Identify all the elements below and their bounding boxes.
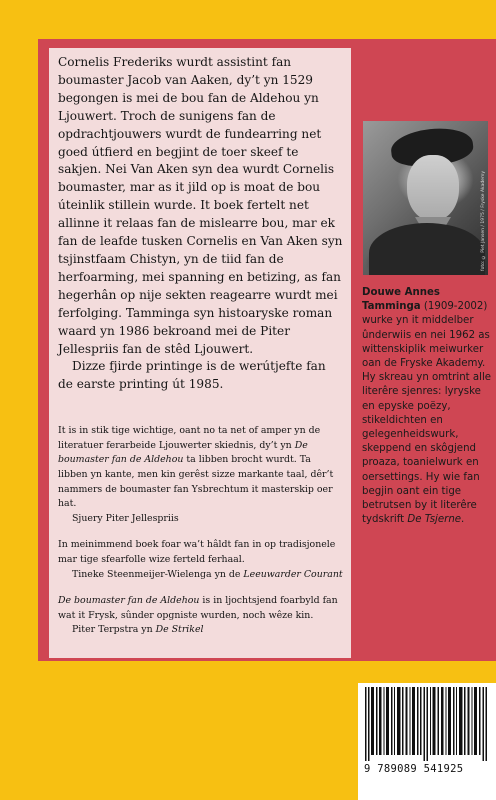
isbn-number: 9 789089 541925 [364,763,464,775]
back-cover-text-panel [49,48,351,658]
description-paragraph-1: Cornelis Frederiks wurdt assistint fan boumaster Jacob van Aaken, dy’t yn 1529 begongen is mei de bou fan de Aldehou yn Ljouwert. Troch de sunigens fan de opdrachtjouwers wurdt de fundearring net goed útfierd en begjint de toer skeef te sakjen. Nei Van Aken syn dea wurdt Cornelis boumaster, mar as it jild op is moat de bou úteinlik stillein wurde. It boek fertelt net allinne it relaas fan de mislearre bou, mar ek fan de leafde tusken Cornelis en Van Aken syn tsjinstfaam Chistyn, yn de tiid fan de herfoarming, mei spanning en betizing, as fan hegerhân op nije sekten reagearre wurdt mei ferfolging. Tamminga syn histoaryske roman waard yn 1986 bekroand mei de Piter Jellespriis fan de stêd Ljouwert. [58,55,343,356]
author-photo [363,121,488,275]
review-1-text: It is in stik tige wichtige, oant no ta net of amper yn de literatuer ferarbeide Ljouwerter skiednis, dy’t yn De boumaster fan de Aldehou ta libben brocht wurdt. Ta libben yn kante, men kin gerêst sizze markante taal, dêr’t nammers de boumaster fan Ysbrechtum it masterskip oer hat. [58,425,334,510]
review-2-text: In meinimmend boek foar wa’t hâldt fan in op tradisjonele mar tige sfearfolle wize ferteld ferhaal. [58,539,336,565]
review-3-attribution: Piter Terpstra yn De Strikel [72,624,204,636]
review-1-attribution: Sjuery Piter Jellespriis [72,512,179,524]
barcode-icon [364,687,489,761]
review-2-attribution: Tineke Steenmeijer-Wielenga yn de Leeuwarder Courant [72,568,343,580]
barcode-box [358,683,496,800]
photo-credit: foto: © Piet Jansen / 1975 / Fryske Akademy [481,171,486,271]
reviews [58,424,343,638]
author-name: Douwe Annes Tamminga [362,287,440,313]
author-bio: Douwe Annes Tamminga (1909-2002) wurke yn it middelber ûnderwiis en nei 1962 as wittenskiplik meiwurker oan de Fryske Akademy. Hy skreau yn omtrint alle literêre sjenres: lyryske en epyske poëzy, stikeldichten en gelegenheidswurk, skeppend en skôgjend proaza, toanielwurk en oersettings. Hy wie fan begjin oant ein tige betrutsen by it literêre tydskrift De Tsjerne. [362,287,492,526]
review-3-text: De boumaster fan de Aldehou is in ljochtsjend foarbyld fan wat it Frysk, sûnder opgniste wurden, noch wêze kin. [58,595,338,621]
description-paragraph-2: Dizze fjirde printinge is de werútjefte fan de earste printing út 1985. [58,359,326,392]
